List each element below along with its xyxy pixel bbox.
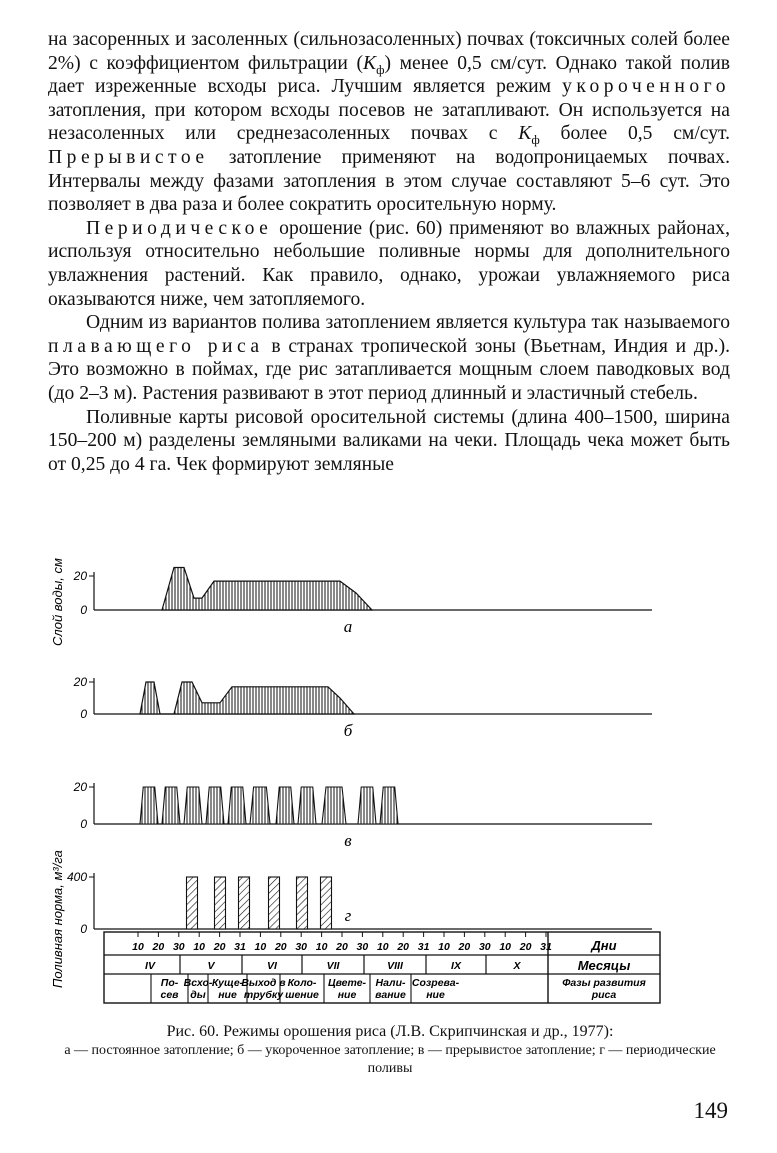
phase-label-line2: ды xyxy=(190,989,206,1001)
irrigation-bar xyxy=(269,877,280,929)
phase-label-line1: Кущe- xyxy=(211,977,244,989)
figure-svg xyxy=(48,548,730,1014)
paragraph-1: на засоренных и засоленных (сильнозасоленных) почвах (токсичных солей более 2%) с коэффициентом фильтрации $(K_ф)$ менее 0,5 см/сут. Однако такой полив дает изреженные всходы риса. Лучшим является режим укороченного затопления, при котором всходы посевов не затапливают. Он используется на незасоленных или среднезасоленных почвах с $K_ф$ более 0,5 см/сут. Прерывистое затопление применяют на водопроницаемых почвах. Интервалы между фазами затопления в этом случае составляют 5–6 сут. Это позволяет в два раза и более сократить оросительную норму. xyxy=(48,29,730,216)
flood-pulse xyxy=(298,787,316,824)
y-tick-label-top: 400 xyxy=(66,870,87,884)
phase-label-line1: Цвете- xyxy=(327,977,367,989)
flood-pulse xyxy=(276,787,294,824)
phase-label-line2: шение xyxy=(285,989,319,1001)
day-label: 20 xyxy=(152,941,165,953)
phase-label-line2: трубку xyxy=(243,989,284,1001)
irrigation-bar xyxy=(187,877,198,929)
day-label: 31 xyxy=(234,941,246,953)
phase-label-line1: Коло- xyxy=(287,977,317,989)
day-label: 20 xyxy=(274,941,287,953)
day-label: 20 xyxy=(519,941,532,953)
panel-label: а xyxy=(343,617,353,636)
body-text xyxy=(48,28,730,476)
day-label: 10 xyxy=(499,941,512,953)
day-label: 30 xyxy=(478,941,491,953)
y-axis-title-water: Слой воды, см xyxy=(50,558,65,646)
flood-pulse xyxy=(162,787,180,824)
caption-title: Рис. 60. Режимы орошения риса (Л.В. Скрипчинская и др., 1977): xyxy=(166,1023,614,1040)
day-label: 31 xyxy=(417,941,430,953)
paragraph-4: Поливные карты рисовой оросительной системы (длина 400–1500, ширина 150–200 м) разделены земляными валиками на чеки. Площадь чека может быть от 0,25 до 4 га. Чек формируют земляные xyxy=(48,406,730,475)
row-header-phases-1: Фазы развития xyxy=(562,977,646,989)
day-label: 30 xyxy=(172,941,185,953)
phase-label-line1: По- xyxy=(160,977,179,989)
day-label: 10 xyxy=(254,941,267,953)
caption-legend: а — постоянное затопление; б — укороченное затопление; в — прерывистое затопление; г — периодические поливы xyxy=(64,1043,716,1076)
flood-pulse xyxy=(228,787,246,824)
irrigation-bar xyxy=(297,877,308,929)
paragraph-3: Одним из вариантов полива затоплением является культура так называемого плавающего риса в странах тропической зоны (Вьетнам, Индия и др.). Это возможно в поймах, где рис затапливается мощным слоем паводковых вод (до 2–3 м). Растения развивают в этот период длинный и эластичный стебель. xyxy=(48,312,731,404)
phase-label-line1: Выход в xyxy=(241,977,286,989)
day-label: 30 xyxy=(295,941,308,953)
phase-label-line2: ние xyxy=(218,989,237,1001)
month-label: X xyxy=(513,960,521,972)
y-tick-label-zero: 0 xyxy=(80,603,87,617)
flood-pulse xyxy=(206,787,224,824)
month-label: VII xyxy=(326,960,340,972)
page-number: 149 xyxy=(693,1098,728,1123)
day-label: 10 xyxy=(376,941,389,953)
y-axis-title-norm: Поливная норма, м³/га xyxy=(50,850,65,988)
water-layer-area-a xyxy=(162,568,372,611)
day-label: 20 xyxy=(336,941,348,953)
paragraph-2: Периодическое орошение (рис. 60) применяют во влажных районах, используя относительно небольшие поливные нормы для дополнительного увлажнения растений. Как правило, однако, урожаи увлажняемого риса оказываются ниже, чем затопляемого. xyxy=(48,217,730,310)
month-label: VI xyxy=(267,960,277,972)
flood-pulse xyxy=(358,787,376,824)
phase-label-line2: ние xyxy=(337,989,357,1001)
day-label: 10 xyxy=(315,941,328,953)
flood-pulse xyxy=(322,787,346,824)
flood-pulse xyxy=(380,787,398,824)
month-label: IX xyxy=(451,960,461,972)
day-label: 20 xyxy=(397,941,410,953)
day-label: 20 xyxy=(213,941,226,953)
flood-pulse xyxy=(250,787,270,824)
phase-label-line2: ние xyxy=(426,989,445,1001)
panel-label: г xyxy=(344,906,352,925)
y-tick-label-zero: 0 xyxy=(80,707,87,721)
day-label: 10 xyxy=(193,941,206,953)
y-tick-label-top: 20 xyxy=(73,675,87,689)
y-tick-label-zero: 0 xyxy=(80,922,87,936)
figure-caption xyxy=(60,1022,720,1078)
panel-label: в xyxy=(344,831,352,850)
day-label: 20 xyxy=(458,941,471,953)
month-label: VIII xyxy=(387,960,403,972)
y-tick-label-zero: 0 xyxy=(80,817,87,831)
phase-label-line2: вание xyxy=(375,989,406,1001)
phase-label-line1: Созрева- xyxy=(411,977,460,989)
row-header-days: Дни xyxy=(591,938,617,953)
day-label: 31 xyxy=(540,941,552,953)
water-layer-area-b xyxy=(140,682,354,714)
flood-pulse xyxy=(184,787,202,824)
phase-label-line2: сев xyxy=(160,989,179,1001)
irrigation-bar xyxy=(215,877,226,929)
y-tick-label-top: 20 xyxy=(73,569,87,583)
month-label: V xyxy=(207,960,215,972)
flood-pulse xyxy=(140,787,158,824)
row-header-months: Месяцы xyxy=(577,958,631,973)
day-label: 10 xyxy=(438,941,450,953)
phase-label-line1: Нали- xyxy=(375,977,406,989)
irrigation-bar xyxy=(239,877,250,929)
day-label: 30 xyxy=(356,941,369,953)
figure-irrigation-regimes xyxy=(48,548,730,1014)
panel-label: б xyxy=(343,721,353,740)
row-header-phases-2: риса xyxy=(591,989,617,1001)
irrigation-bar xyxy=(321,877,332,929)
month-label: IV xyxy=(145,960,155,972)
phase-label-line1: Всхо- xyxy=(183,977,213,989)
day-label: 10 xyxy=(132,941,144,953)
y-tick-label-top: 20 xyxy=(73,780,87,794)
